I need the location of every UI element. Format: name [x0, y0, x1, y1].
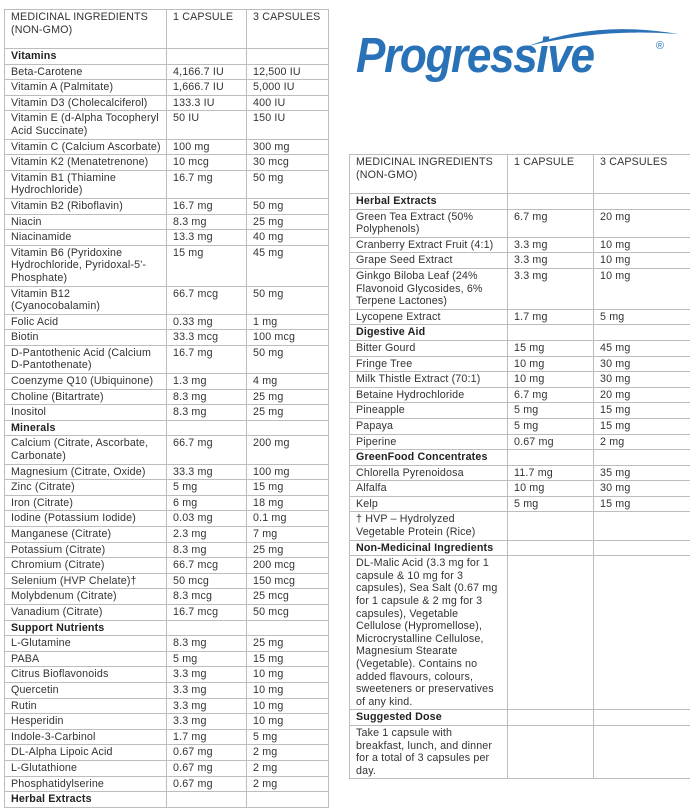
- table-row: [5, 214, 329, 230]
- ingredient-name: Vitamin K2 (Menatetrenone): [5, 155, 167, 171]
- empty-cell: [594, 710, 690, 726]
- table-row: [5, 542, 329, 558]
- table-row: [5, 527, 329, 543]
- three-capsule-amount: 20 mg: [594, 387, 690, 403]
- table-row: [5, 436, 329, 464]
- ingredient-name: Vitamin D3 (Cholecalciferol): [5, 95, 167, 111]
- table-row: [5, 330, 329, 346]
- table-row: [5, 573, 329, 589]
- ingredient-name: Cranberry Extract Fruit (4:1): [350, 237, 508, 253]
- three-capsule-amount: 200 mcg: [247, 558, 329, 574]
- table-row: [350, 253, 690, 269]
- ingredient-name: Vitamin E (d-Alpha Tocopheryl Acid Succinate): [5, 111, 167, 139]
- one-capsule-amount: 50 IU: [167, 111, 247, 139]
- ingredient-name: Fringe Tree: [350, 356, 508, 372]
- one-capsule-amount: 10 mg: [508, 481, 594, 497]
- three-capsule-amount: [594, 556, 690, 710]
- three-capsule-amount: 35 mg: [594, 465, 690, 481]
- section-row: [350, 194, 690, 210]
- brand-logo: [356, 28, 678, 98]
- ingredient-name: Beta-Carotene: [5, 64, 167, 80]
- ingredient-name: Chlorella Pyrenoidosa: [350, 465, 508, 481]
- ingredient-name: Molybdenum (Citrate): [5, 589, 167, 605]
- header-one-capsule: 1 CAPSULE: [508, 155, 594, 194]
- one-capsule-amount: 16.7 mg: [167, 345, 247, 373]
- ingredient-name: Selenium (HVP Chelate)†: [5, 573, 167, 589]
- table-row: [350, 237, 690, 253]
- ingredient-name: DL-Alpha Lipoic Acid: [5, 745, 167, 761]
- ingredient-name: Hesperidin: [5, 714, 167, 730]
- one-capsule-amount: 2.3 mg: [167, 527, 247, 543]
- empty-cell: [247, 620, 329, 636]
- table-row: [350, 372, 690, 388]
- right-ingredients-table: [349, 154, 690, 779]
- empty-cell: [247, 792, 329, 808]
- one-capsule-amount: 13.3 mg: [167, 230, 247, 246]
- ingredient-name: Phosphatidylserine: [5, 776, 167, 792]
- brand-name: Progressive: [356, 28, 594, 84]
- ingredient-name: Ginkgo Biloba Leaf (24% Flavonoid Glycosides, 6% Terpene Lactones): [350, 268, 508, 309]
- ingredient-name: Folic Acid: [5, 314, 167, 330]
- table-row: [350, 725, 690, 778]
- empty-cell: [508, 194, 594, 210]
- empty-cell: [167, 792, 247, 808]
- one-capsule-amount: 6.7 mg: [508, 209, 594, 237]
- table-row: [5, 651, 329, 667]
- one-capsule-amount: 3.3 mg: [508, 268, 594, 309]
- ingredient-name: Iodine (Potassium Iodide): [5, 511, 167, 527]
- one-capsule-amount: 3.3 mg: [167, 698, 247, 714]
- empty-cell: [508, 710, 594, 726]
- one-capsule-amount: 66.7 mg: [167, 436, 247, 464]
- table-row: [5, 95, 329, 111]
- three-capsule-amount: 2 mg: [247, 760, 329, 776]
- one-capsule-amount: 8.3 mg: [167, 636, 247, 652]
- ingredient-name: Calcium (Citrate, Ascorbate, Carbonate): [5, 436, 167, 464]
- ingredient-name: † HVP – Hydrolyzed Vegetable Protein (Rice): [350, 512, 508, 540]
- ingredient-name: Rutin: [5, 698, 167, 714]
- three-capsule-amount: 300 mg: [247, 139, 329, 155]
- one-capsule-amount: 8.3 mg: [167, 389, 247, 405]
- ingredient-name: Manganese (Citrate): [5, 527, 167, 543]
- table-row: [5, 589, 329, 605]
- table-row: [5, 230, 329, 246]
- ingredient-name: Lycopene Extract: [350, 309, 508, 325]
- table-row: [350, 496, 690, 512]
- one-capsule-amount: 5 mg: [167, 480, 247, 496]
- one-capsule-amount: 0.67 mg: [167, 760, 247, 776]
- section-label: Suggested Dose: [350, 710, 508, 726]
- three-capsule-amount: 7 mg: [247, 527, 329, 543]
- three-capsule-amount: 50 mcg: [247, 604, 329, 620]
- section-label: Digestive Aid: [350, 325, 508, 341]
- three-capsule-amount: 4 mg: [247, 374, 329, 390]
- empty-cell: [508, 540, 594, 556]
- three-capsule-amount: 2 mg: [247, 745, 329, 761]
- three-capsule-amount: 10 mg: [594, 253, 690, 269]
- table-row: [5, 729, 329, 745]
- ingredient-name: Niacinamide: [5, 230, 167, 246]
- section-row: [5, 620, 329, 636]
- one-capsule-amount: 5 mg: [167, 651, 247, 667]
- ingredient-name: Alfalfa: [350, 481, 508, 497]
- one-capsule-amount: 1.3 mg: [167, 374, 247, 390]
- table-row: [5, 64, 329, 80]
- three-capsule-amount: 150 mcg: [247, 573, 329, 589]
- section-label: Herbal Extracts: [350, 194, 508, 210]
- ingredient-name: Iron (Citrate): [5, 495, 167, 511]
- ingredient-name: Vanadium (Citrate): [5, 604, 167, 620]
- three-capsule-amount: 10 mg: [594, 268, 690, 309]
- ingredient-name: Papaya: [350, 418, 508, 434]
- ingredient-name: Magnesium (Citrate, Oxide): [5, 464, 167, 480]
- section-label: GreenFood Concentrates: [350, 450, 508, 466]
- section-row: [350, 325, 690, 341]
- three-capsule-amount: 10 mg: [594, 237, 690, 253]
- table-row: [5, 776, 329, 792]
- section-label: Vitamins: [5, 49, 167, 65]
- section-label: Non-Medicinal Ingredients: [350, 540, 508, 556]
- section-row: [5, 49, 329, 65]
- three-capsule-amount: 50 mg: [247, 286, 329, 314]
- empty-cell: [508, 325, 594, 341]
- table-row: [5, 111, 329, 139]
- table-row: [5, 464, 329, 480]
- one-capsule-amount: 66.7 mcg: [167, 558, 247, 574]
- three-capsule-amount: 25 mg: [247, 636, 329, 652]
- ingredient-name: Indole-3-Carbinol: [5, 729, 167, 745]
- three-capsule-amount: 100 mg: [247, 464, 329, 480]
- three-capsule-amount: 30 mg: [594, 356, 690, 372]
- three-capsule-amount: 50 mg: [247, 345, 329, 373]
- ingredient-name: Choline (Bitartrate): [5, 389, 167, 405]
- three-capsule-amount: 2 mg: [247, 776, 329, 792]
- three-capsule-amount: 200 mg: [247, 436, 329, 464]
- one-capsule-amount: 3.3 mg: [167, 682, 247, 698]
- three-capsule-amount: 40 mg: [247, 230, 329, 246]
- three-capsule-amount: 100 mcg: [247, 330, 329, 346]
- one-capsule-amount: 3.3 mg: [508, 253, 594, 269]
- one-capsule-amount: 8.3 mg: [167, 542, 247, 558]
- table-row: [5, 245, 329, 286]
- ingredient-name: Inositol: [5, 405, 167, 421]
- three-capsule-amount: 15 mg: [594, 496, 690, 512]
- one-capsule-amount: 16.7 mg: [167, 170, 247, 198]
- empty-cell: [594, 540, 690, 556]
- ingredient-name: Biotin: [5, 330, 167, 346]
- ingredient-name: L-Glutathione: [5, 760, 167, 776]
- three-capsule-amount: 25 mg: [247, 405, 329, 421]
- three-capsule-amount: 30 mg: [594, 372, 690, 388]
- ingredient-name: Milk Thistle Extract (70:1): [350, 372, 508, 388]
- ingredient-name: Kelp: [350, 496, 508, 512]
- three-capsule-amount: 400 IU: [247, 95, 329, 111]
- one-capsule-amount: 0.67 mg: [167, 745, 247, 761]
- three-capsule-amount: [594, 725, 690, 778]
- section-row: [350, 710, 690, 726]
- one-capsule-amount: 0.67 mg: [508, 434, 594, 450]
- table-header-row: [5, 10, 329, 49]
- three-capsule-amount: 1 mg: [247, 314, 329, 330]
- table-row: [350, 481, 690, 497]
- one-capsule-amount: 1,666.7 IU: [167, 80, 247, 96]
- ingredient-name: Vitamin B6 (Pyridoxine Hydrochloride, Pyridoxal-5'-Phosphate): [5, 245, 167, 286]
- table-row: [350, 512, 690, 540]
- empty-cell: [167, 620, 247, 636]
- table-row: [5, 698, 329, 714]
- one-capsule-amount: [508, 725, 594, 778]
- table-row: [5, 374, 329, 390]
- header-three-capsules: 3 CAPSULES: [594, 155, 690, 194]
- empty-cell: [594, 194, 690, 210]
- table-row: [5, 480, 329, 496]
- table-row: [5, 760, 329, 776]
- table-row: [5, 139, 329, 155]
- one-capsule-amount: 5 mg: [508, 418, 594, 434]
- three-capsule-amount: 15 mg: [594, 403, 690, 419]
- one-capsule-amount: 10 mg: [508, 356, 594, 372]
- table-row: [5, 389, 329, 405]
- ingredient-name: Citrus Bioflavonoids: [5, 667, 167, 683]
- one-capsule-amount: 0.67 mg: [167, 776, 247, 792]
- ingredient-name: Betaine Hydrochloride: [350, 387, 508, 403]
- table-row: [350, 356, 690, 372]
- three-capsule-amount: 10 mg: [247, 667, 329, 683]
- one-capsule-amount: 133.3 IU: [167, 95, 247, 111]
- table-row: [5, 170, 329, 198]
- table-row: [350, 434, 690, 450]
- table-row: [350, 209, 690, 237]
- ingredient-name: Pineapple: [350, 403, 508, 419]
- one-capsule-amount: 3.3 mg: [508, 237, 594, 253]
- section-row: [350, 450, 690, 466]
- one-capsule-amount: [508, 512, 594, 540]
- ingredient-name: Green Tea Extract (50% Polyphenols): [350, 209, 508, 237]
- table-row: [5, 558, 329, 574]
- ingredient-name: Piperine: [350, 434, 508, 450]
- table-row: [5, 155, 329, 171]
- three-capsule-amount: 150 IU: [247, 111, 329, 139]
- header-ingredient: MEDICINAL INGREDIENTS (NON-GMO): [5, 10, 167, 49]
- section-label: Herbal Extracts: [5, 792, 167, 808]
- three-capsule-amount: 12,500 IU: [247, 64, 329, 80]
- one-capsule-amount: 33.3 mcg: [167, 330, 247, 346]
- table-row: [350, 403, 690, 419]
- three-capsule-amount: 10 mg: [247, 682, 329, 698]
- table-row: [350, 268, 690, 309]
- three-capsule-amount: 18 mg: [247, 495, 329, 511]
- table-row: [5, 286, 329, 314]
- ingredient-name: Bitter Gourd: [350, 340, 508, 356]
- table-row: [350, 340, 690, 356]
- three-capsule-amount: 15 mg: [247, 480, 329, 496]
- table-row: [5, 636, 329, 652]
- one-capsule-amount: 6 mg: [167, 495, 247, 511]
- registered-mark: ®: [656, 40, 664, 52]
- one-capsule-amount: 8.3 mg: [167, 405, 247, 421]
- table-row: [350, 418, 690, 434]
- one-capsule-amount: 66.7 mcg: [167, 286, 247, 314]
- one-capsule-amount: 8.3 mcg: [167, 589, 247, 605]
- section-label: Minerals: [5, 420, 167, 436]
- one-capsule-amount: 16.7 mcg: [167, 604, 247, 620]
- one-capsule-amount: 10 mcg: [167, 155, 247, 171]
- ingredient-name: Vitamin A (Palmitate): [5, 80, 167, 96]
- table-row: [5, 682, 329, 698]
- three-capsule-amount: 10 mg: [247, 714, 329, 730]
- table-row: [5, 405, 329, 421]
- three-capsule-amount: 25 mcg: [247, 589, 329, 605]
- three-capsule-amount: 10 mg: [247, 698, 329, 714]
- table-row: [350, 556, 690, 710]
- three-capsule-amount: 50 mg: [247, 170, 329, 198]
- ingredient-name: Vitamin B1 (Thiamine Hydrochloride): [5, 170, 167, 198]
- one-capsule-amount: 33.3 mg: [167, 464, 247, 480]
- three-capsule-amount: 30 mg: [594, 481, 690, 497]
- ingredient-name: Vitamin B12 (Cyanocobalamin): [5, 286, 167, 314]
- table-row: [350, 309, 690, 325]
- header-three-capsules: 3 CAPSULES: [247, 10, 329, 49]
- table-row: [5, 714, 329, 730]
- empty-cell: [594, 325, 690, 341]
- ingredient-name: Zinc (Citrate): [5, 480, 167, 496]
- header-ingredient: MEDICINAL INGREDIENTS (NON-GMO): [350, 155, 508, 194]
- three-capsule-amount: 5,000 IU: [247, 80, 329, 96]
- three-capsule-amount: 50 mg: [247, 198, 329, 214]
- three-capsule-amount: 25 mg: [247, 214, 329, 230]
- ingredient-name: Chromium (Citrate): [5, 558, 167, 574]
- three-capsule-amount: 5 mg: [247, 729, 329, 745]
- three-capsule-amount: 25 mg: [247, 542, 329, 558]
- ingredient-name: Take 1 capsule with breakfast, lunch, and dinner for a total of 3 capsules per day.: [350, 725, 508, 778]
- empty-cell: [247, 420, 329, 436]
- table-row: [5, 345, 329, 373]
- table-row: [5, 198, 329, 214]
- empty-cell: [508, 450, 594, 466]
- one-capsule-amount: 3.3 mg: [167, 714, 247, 730]
- ingredient-name: Coenzyme Q10 (Ubiquinone): [5, 374, 167, 390]
- three-capsule-amount: 45 mg: [247, 245, 329, 286]
- ingredient-name: PABA: [5, 651, 167, 667]
- empty-cell: [167, 49, 247, 65]
- ingredient-name: Potassium (Citrate): [5, 542, 167, 558]
- one-capsule-amount: 1.7 mg: [508, 309, 594, 325]
- ingredient-name: Vitamin C (Calcium Ascorbate): [5, 139, 167, 155]
- one-capsule-amount: 16.7 mg: [167, 198, 247, 214]
- ingredient-name: D-Pantothenic Acid (Calcium D-Pantothenate): [5, 345, 167, 373]
- one-capsule-amount: 50 mcg: [167, 573, 247, 589]
- one-capsule-amount: 0.03 mg: [167, 511, 247, 527]
- table-row: [5, 667, 329, 683]
- table-row: [5, 80, 329, 96]
- three-capsule-amount: 25 mg: [247, 389, 329, 405]
- one-capsule-amount: 1.7 mg: [167, 729, 247, 745]
- section-row: [5, 420, 329, 436]
- one-capsule-amount: 4,166.7 IU: [167, 64, 247, 80]
- one-capsule-amount: 3.3 mg: [167, 667, 247, 683]
- one-capsule-amount: 15 mg: [167, 245, 247, 286]
- three-capsule-amount: 5 mg: [594, 309, 690, 325]
- three-capsule-amount: 15 mg: [247, 651, 329, 667]
- ingredient-name: Quercetin: [5, 682, 167, 698]
- table-row: [5, 495, 329, 511]
- ingredient-name: L-Glutamine: [5, 636, 167, 652]
- one-capsule-amount: 15 mg: [508, 340, 594, 356]
- one-capsule-amount: [508, 556, 594, 710]
- empty-cell: [594, 450, 690, 466]
- one-capsule-amount: 6.7 mg: [508, 387, 594, 403]
- three-capsule-amount: [594, 512, 690, 540]
- three-capsule-amount: 20 mg: [594, 209, 690, 237]
- table-row: [5, 604, 329, 620]
- section-row: [5, 792, 329, 808]
- section-label: Support Nutrients: [5, 620, 167, 636]
- ingredient-name: Niacin: [5, 214, 167, 230]
- three-capsule-amount: 0.1 mg: [247, 511, 329, 527]
- table-row: [5, 314, 329, 330]
- header-one-capsule: 1 CAPSULE: [167, 10, 247, 49]
- table-row: [350, 387, 690, 403]
- left-ingredients-table: [4, 9, 329, 808]
- ingredient-name: Grape Seed Extract: [350, 253, 508, 269]
- table-header-row: [350, 155, 690, 194]
- one-capsule-amount: 10 mg: [508, 372, 594, 388]
- three-capsule-amount: 15 mg: [594, 418, 690, 434]
- one-capsule-amount: 5 mg: [508, 403, 594, 419]
- three-capsule-amount: 2 mg: [594, 434, 690, 450]
- one-capsule-amount: 100 mg: [167, 139, 247, 155]
- empty-cell: [247, 49, 329, 65]
- one-capsule-amount: 0.33 mg: [167, 314, 247, 330]
- ingredient-name: Vitamin B2 (Riboflavin): [5, 198, 167, 214]
- ingredient-name: DL-Malic Acid (3.3 mg for 1 capsule & 10 mg for 3 capsules), Sea Salt (0.67 mg for 1 capsule & 2 mg for 3 capsules), Vegetable Cellulose (Hypromellose), Microcrystalline Cellulose, Magnesium Stearate (Vegetable). Contains no added flavours, colours, sweeteners or preservatives of any kind.: [350, 556, 508, 710]
- one-capsule-amount: 11.7 mg: [508, 465, 594, 481]
- three-capsule-amount: 45 mg: [594, 340, 690, 356]
- one-capsule-amount: 5 mg: [508, 496, 594, 512]
- one-capsule-amount: 8.3 mg: [167, 214, 247, 230]
- section-row: [350, 540, 690, 556]
- table-row: [5, 745, 329, 761]
- three-capsule-amount: 30 mcg: [247, 155, 329, 171]
- table-row: [350, 465, 690, 481]
- empty-cell: [167, 420, 247, 436]
- table-row: [5, 511, 329, 527]
